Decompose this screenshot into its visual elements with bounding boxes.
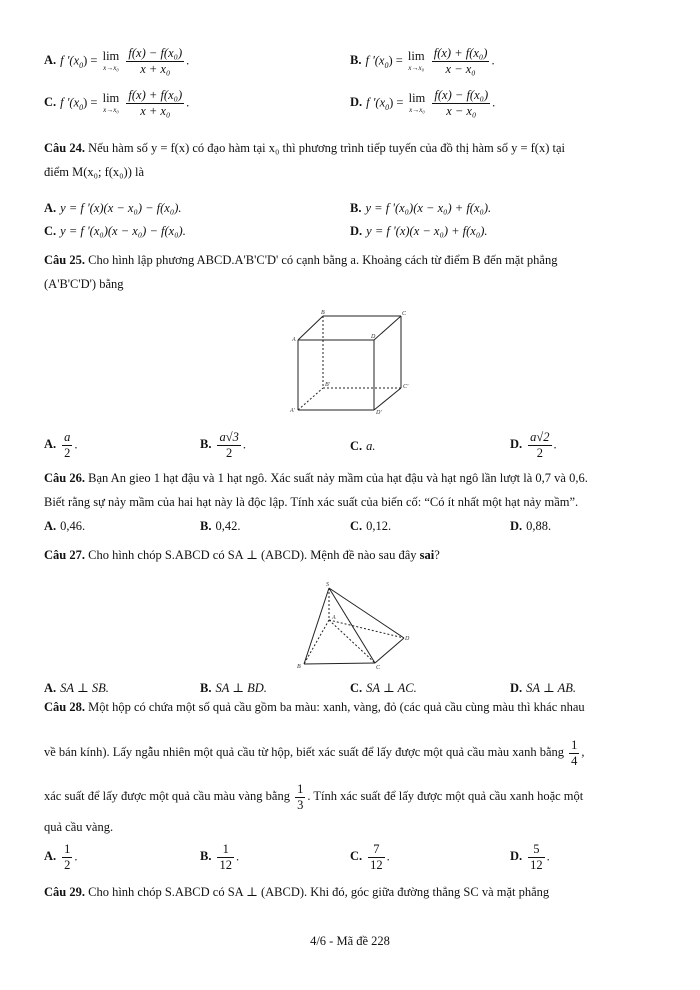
q24-stem: Câu 24. Nếu hàm số y = f(x) có đạo hàm tại x₀ thì phương trình tiếp tuyến của đồ thị hàm số y = f(x) tại điểm M(x₀; f(x₀)) là bbox=[44, 141, 565, 179]
q28-line-4: quả cầu vàng. bbox=[44, 820, 114, 834]
q26-option-c[interactable]: C. 0,12. bbox=[350, 519, 392, 533]
cube-label-d: D bbox=[371, 334, 376, 340]
pyramid-label-c: C bbox=[376, 665, 381, 670]
q28-option-d[interactable]: D. $\frac{5}{12}$ . bbox=[510, 842, 550, 872]
q28-line-2: về bán kính). Lấy ngẫu nhiên một quả cầu từ hộp, biết xác suất để lấy được một quả cầu màu xanh bằng $\frac{1}{4}$ , bbox=[44, 738, 585, 768]
pyramid-label-d: D bbox=[405, 636, 410, 642]
q23-option-d[interactable]: D. f '$(x_0) = \lim$ x→x₀ $\frac{\text{f(x) − f(x₀)}}{\text{x − x₀}}$ . bbox=[350, 88, 496, 118]
q26-stem: Câu 26. Bạn An gieo 1 hạt đậu và 1 hạt ngô. Xác suất nảy mầm của hạt đậu và hạt ngô lần lượt là 0,7 và 0,6. Biết rằng sự nảy mầm của hai hạt này là độc lập. Tính xác suất của biến cố: “Có ít nhất một hạt nảy mầm”. bbox=[44, 471, 588, 509]
page-footer: 4/6 - Mã đề 228 bbox=[310, 934, 390, 948]
q25-option-b[interactable]: B. $\frac{a√3}{2}$ . bbox=[200, 430, 246, 460]
q27-stem: Câu 27. Cho hình chóp S.ABCD có SA ⊥ (ABCD). Mệnh đề nào sau đây sai? bbox=[44, 548, 440, 562]
limit: lim x→x₀ bbox=[408, 90, 426, 114]
q25-option-c[interactable]: C. a. bbox=[350, 439, 376, 453]
q28-line-3: xác suất để lấy được một quả cầu màu vàng bằng $\frac{1}{3}$ . Tính xác suất để lấy được một quả cầu xanh hoặc một bbox=[44, 782, 584, 812]
q27-option-d[interactable]: D. SA ⊥ AB. bbox=[510, 681, 576, 695]
q28-line-1: Câu 28. Một hộp có chứa một số quả cầu gồm ba màu: xanh, vàng, đỏ (các quả cầu cùng màu thì khác nhau bbox=[44, 700, 585, 714]
limit: lim x→x₀ bbox=[407, 48, 425, 72]
q23-option-b[interactable]: B. f '$(x_0) = \lim$ x→x₀ $\frac{\text{f(x) + f(x₀)}}{\text{x − x₀}}$ . bbox=[350, 46, 495, 76]
q28-option-a[interactable]: A. $\frac{1}{2}$ . bbox=[44, 842, 78, 872]
q25-stem: Câu 25. Cho hình lập phương ABCD.A'B'C'D' có cạnh bằng a. Khoảng cách từ điểm B đến mặt phẳng (A'B'C'D') bằng bbox=[44, 253, 558, 291]
fraction: $\frac{\text{f(x) − f(x₀)}}{\text{x + x₀}}$ bbox=[128, 46, 183, 76]
q27-option-c[interactable]: C. SA ⊥ AC. bbox=[350, 681, 417, 695]
pyramid-label-s: S bbox=[326, 582, 329, 588]
pyramid-figure bbox=[292, 580, 412, 670]
q23-option-c[interactable]: C. f '$(x_0) = \lim$ x→x₀ $\frac{\text{f(x) + f(x₀)}}{\text{x + x₀}}$ . bbox=[44, 88, 190, 118]
q27-option-b[interactable]: B. SA ⊥ BD. bbox=[200, 681, 267, 695]
q28-option-b[interactable]: B. $\frac{1}{12}$ . bbox=[200, 842, 240, 872]
cube-label-b2: B' bbox=[325, 382, 330, 388]
q26-option-a[interactable]: A. 0,46. bbox=[44, 519, 86, 533]
q25-option-a[interactable]: A. $\frac{a}{2}$ . bbox=[44, 430, 78, 460]
q29-stem: Câu 29. Cho hình chóp S.ABCD có SA ⊥ (ABCD). Khi đó, góc giữa đường thẳng SC và mặt phẳng bbox=[44, 885, 550, 899]
cube-label-a2: A' bbox=[290, 408, 295, 414]
q25-option-d[interactable]: D. $\frac{a√2}{2}$ . bbox=[510, 430, 557, 460]
pyramid-label-b: B bbox=[297, 664, 301, 670]
pyramid-label-a: A bbox=[332, 615, 336, 621]
q28-option-c[interactable]: C. $\frac{7}{12}$ . bbox=[350, 842, 390, 872]
cube-figure bbox=[285, 308, 415, 418]
q23-option-a[interactable]: A. f '$(x_0) = \lim$ x→x₀ $\frac{\text{f(x) − f(x₀)}}{\text{x + x₀}}$ . bbox=[44, 46, 190, 76]
fraction: $\frac{\text{f(x) + f(x₀)}}{\text{x − x₀}}$ bbox=[433, 46, 488, 76]
fraction: $\frac{\text{f(x) + f(x₀)}}{\text{x + x₀}}$ bbox=[128, 88, 183, 118]
q24-option-c[interactable]: C. y = f '(x₀)(x − x₀) − f(x₀). bbox=[44, 224, 186, 238]
cube-label-b: B bbox=[321, 310, 325, 316]
cube-label-d2: D' bbox=[376, 410, 382, 416]
limit: lim x→x₀ bbox=[102, 90, 120, 114]
limit: lim x→x₀ bbox=[102, 48, 120, 72]
q24-option-b[interactable]: B. y = f '(x₀)(x − x₀) + f(x₀). bbox=[350, 201, 492, 215]
q26-option-d[interactable]: D. 0,88. bbox=[510, 519, 552, 533]
q27-option-a[interactable]: A. SA ⊥ SB. bbox=[44, 681, 109, 695]
q24-option-d[interactable]: D. y = f '(x)(x − x₀) + f(x₀). bbox=[350, 224, 488, 238]
cube-label-a: A bbox=[292, 337, 296, 343]
fraction: $\frac{\text{f(x) − f(x₀)}}{\text{x − x₀}}$ bbox=[434, 88, 489, 118]
cube-label-c2: C' bbox=[403, 384, 409, 390]
q24-option-a[interactable]: A. y = f '(x)(x − x₀) − f(x₀). bbox=[44, 201, 182, 215]
q26-option-b[interactable]: B. 0,42. bbox=[200, 519, 241, 533]
cube-label-c: C bbox=[402, 311, 407, 317]
